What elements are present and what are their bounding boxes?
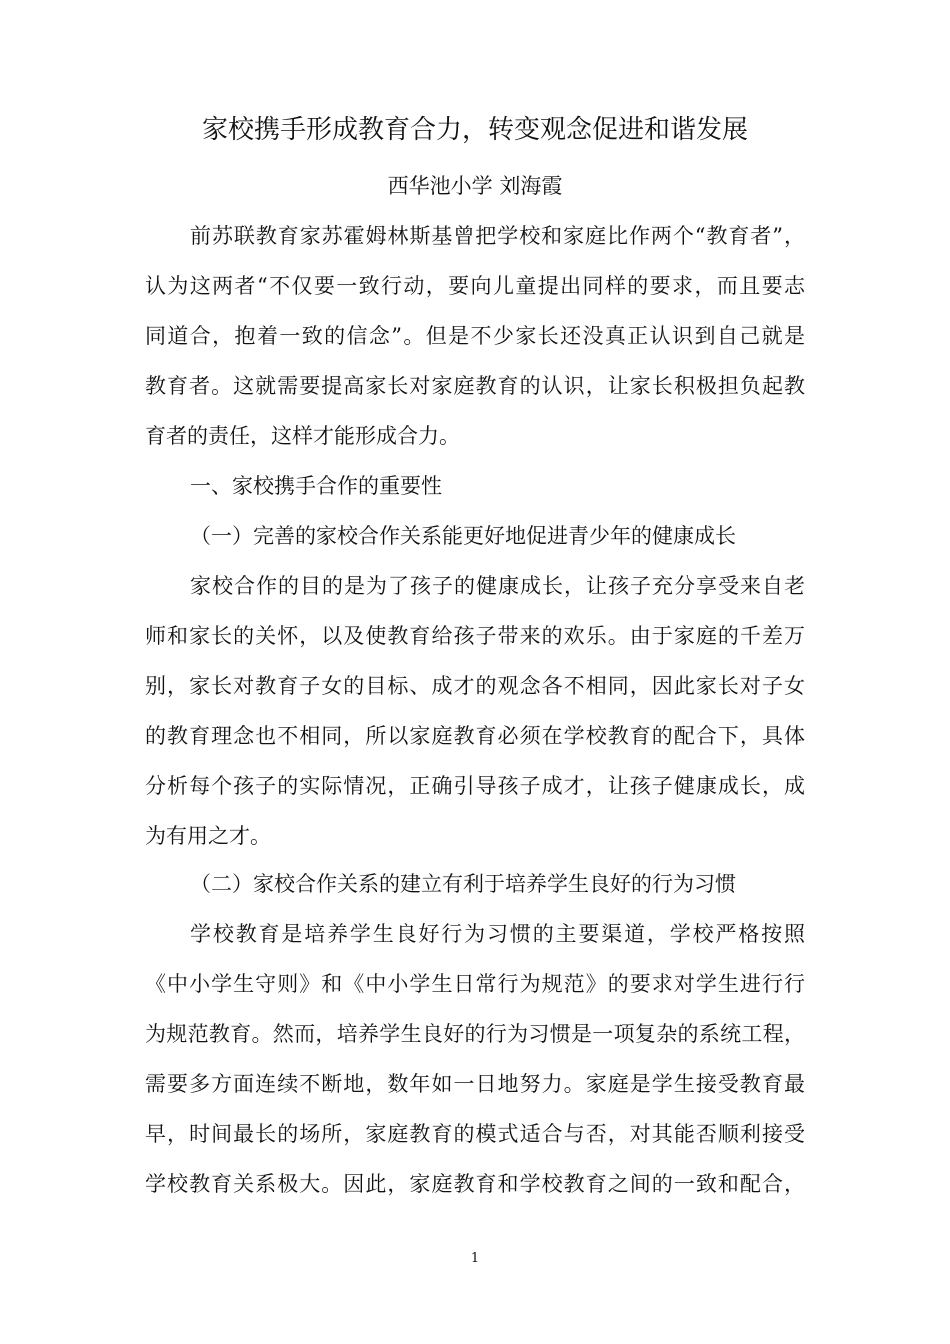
body-line: 学校教育关系极大。因此，家庭教育和学校教育之间的一致和配合， <box>145 1172 805 1196</box>
body-line: 的教育理念也不相同，所以家庭教育必须在学校教育的配合下，具体 <box>145 724 805 748</box>
body-line: 前苏联教育家苏霍姆林斯基曾把学校和家庭比作两个“教育者”， <box>190 224 805 248</box>
body-line: 《中小学生守则》和《中小学生日常行为规范》的要求对学生进行行 <box>145 972 805 996</box>
body-line: 需要多方面连续不断地，数年如一日地努力。家庭是学生接受教育最 <box>145 1072 805 1096</box>
page-number: 1 <box>470 1251 480 1266</box>
body-line: 师和家长的关怀，以及使教育给孩子带来的欢乐。由于家庭的千差万 <box>145 624 805 648</box>
body-line: 家校合作的目的是为了孩子的健康成长，让孩子充分享受来自老 <box>190 574 805 598</box>
body-line: 认为这两者“不仅要一致行动，要向儿童提出同样的要求，而且要志 <box>145 274 805 298</box>
body-line: 为规范教育。然而，培养学生良好的行为习惯是一项复杂的系统工程， <box>145 1022 805 1046</box>
body-line: 别，家长对教育子女的目标、成才的观念各不相同，因此家长对子女 <box>145 674 805 698</box>
body-line: 学校教育是培养学生良好行为习惯的主要渠道，学校严格按照 <box>190 922 805 946</box>
subsection-heading: （一）完善的家校合作关系能更好地促进青少年的健康成长 <box>190 524 736 548</box>
body-line: 教育者。这就需要提高家长对家庭教育的认识，让家长积极担负起教 <box>145 374 805 398</box>
document-author: 西华池小学 刘海霞 <box>387 174 563 198</box>
body-line: 同道合，抱着一致的信念”。但是不少家长还没真正认识到自己就是 <box>145 324 805 348</box>
section-heading: 一、家校携手合作的重要性 <box>190 474 442 498</box>
document-title: 家校携手形成教育合力，转变观念促进和谐发展 <box>201 115 748 145</box>
body-line: 早，时间最长的场所，家庭教育的模式适合与否，对其能否顺利接受 <box>145 1122 805 1146</box>
body-line: 育者的责任，这样才能形成合力。 <box>145 424 460 448</box>
body-line: 为有用之才。 <box>145 824 271 848</box>
body-line: 分析每个孩子的实际情况，正确引导孩子成才，让孩子健康成长，成 <box>145 774 805 798</box>
subsection-heading: （二）家校合作关系的建立有利于培养学生良好的行为习惯 <box>190 872 736 896</box>
